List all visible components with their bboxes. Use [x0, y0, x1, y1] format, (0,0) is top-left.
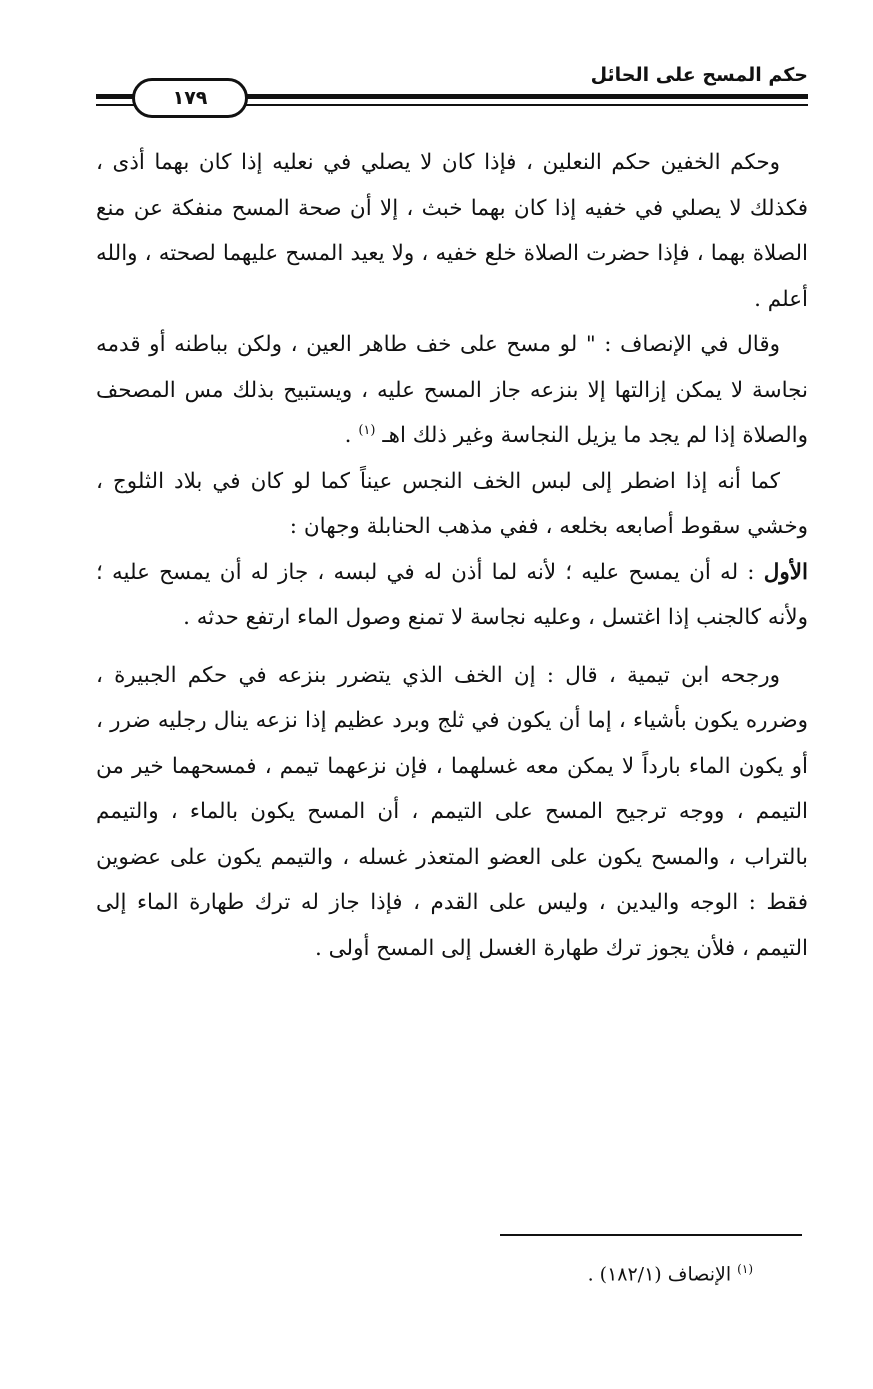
paragraph-1: وحكم الخفين حكم النعلين ، فإذا كان لا يصلي في نعليه إذا كان بهما أذى ، فكذلك لا يصلي في خفيه إذا كان بهما خبث ، إلا أن صحة المسح منفكة عن منع الصلاة بهما ، فإذا حضرت الصلاة خلع خفيه ، ولا يعيد المسح عليهما لصحته ، والله أعلم . — [96, 150, 808, 312]
page-number: ١٧٩ — [132, 78, 248, 118]
running-title: حكم المسح على الحائل — [590, 64, 808, 86]
footnote — [588, 1262, 753, 1285]
first-opinion-label: الأول — [763, 559, 808, 585]
paragraph-3: كما أنه إذا اضطر إلى لبس الخف النجس عيناً كما لو كان في بلاد الثلوج ، وخشي سقوط أصابعه بخلعه ، ففي مذهب الحنابلة وجهان : — [96, 468, 808, 539]
footnote-divider — [500, 1234, 802, 1236]
paragraph-2-text: وقال في الإنصاف : " لو مسح على خف طاهر العين ، ولكن بباطنه أو قدمه نجاسة لا يمكن إزالتها إلا بنزعه جاز المسح عليه ، ويستبيح بذلك مس المصحف والصلاة إذا لم يجد ما يزيل النجاسة وغير ذلك اهـ — [96, 332, 808, 448]
paragraph-2 — [96, 322, 808, 459]
paragraph-5: ورجحه ابن تيمية ، قال : إن الخف الذي يتضرر بنزعه في حكم الجبيرة ، وضرره يكون بأشياء ، إما أن يكون في ثلج وبرد عظيم إذا نزعه ينال رجليه ضرر ، أو يكون الماء بارداً لا يمكن معه غسلهما ، فإن نزعهما تيمم ، فمسحهما خير من التيمم ، ووجه ترجيح المسح على التيمم ، أن المسح يكون بالماء ، والتيمم بالتراب ، والمسح يكون على العضو المتعذر غسله ، والتيمم يكون على عضوين فقط : الوجه واليدين ، وليس على القدم ، فإذا جاز له ترك طهارة الماء إلى التيمم ، فلأن يجوز ترك طهارة الغسل إلى المسح أولى . — [96, 662, 808, 961]
body-text — [96, 140, 808, 971]
page-header — [96, 58, 808, 118]
footnote-reference: (١) — [358, 422, 376, 438]
footnote-marker: (١) — [737, 1262, 753, 1276]
paragraph-2-end: . — [344, 423, 352, 448]
footnote-text: الإنصاف (١٨٢/١) . — [587, 1263, 732, 1286]
paragraph-4 — [96, 550, 808, 641]
paragraph-4-text: له أن يمسح عليه ؛ لأنه لما أذن له في لبسه ، جاز له أن يمسح عليه ؛ ولأنه كالجنب إذا اغتسل ، وعليه نجاسة لا تمنع وصول الماء ارتفع حدثه . — [96, 559, 808, 630]
first-opinion-separator: : — [738, 559, 764, 585]
